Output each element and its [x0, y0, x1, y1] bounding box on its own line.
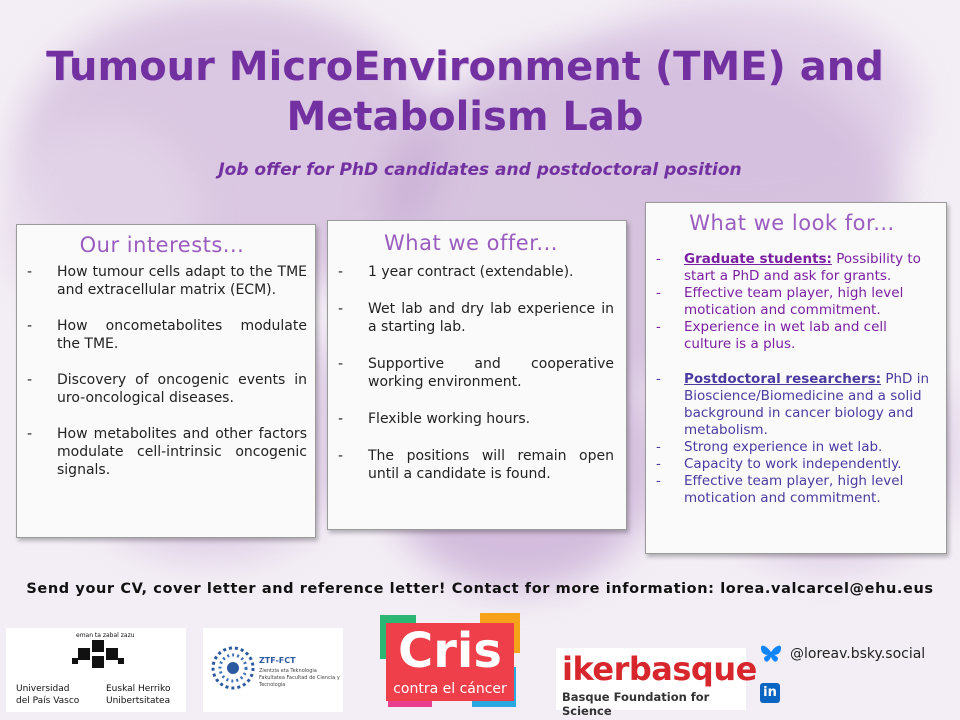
ztf-fct-logo	[203, 628, 343, 712]
page-title	[40, 42, 890, 142]
ikerbasque-logo	[556, 648, 757, 718]
ehu-name-es-2: del País Vasco	[16, 696, 80, 706]
list-item: - Effective team player, high level motication and commitment.	[656, 285, 904, 318]
list-item: - How oncometabolites modulate the TME.	[27, 318, 307, 352]
look-for-heading: What we look for...	[689, 211, 895, 235]
bluesky-handle: @loreav.bsky.social	[790, 646, 926, 662]
ikerbasque-name: ikerbasque	[562, 650, 757, 688]
contact-line: Send your CV, cover letter and reference letter! Contact for more information: lorea.valcarcel@ehu.eus	[26, 581, 934, 597]
list-item-postdoc: - Postdoctoral researchers: PhD in Bioscience/Biomedicine and a solid background in cancer biology and metabolism.	[656, 371, 930, 438]
offer-box	[327, 220, 627, 530]
list-item-graduate: - Graduate students: Possibility to start a PhD and ask for grants.	[656, 251, 921, 284]
list-item: - Wet lab and dry lab experience in a starting lab.	[338, 301, 614, 335]
list-item: - 1 year contract (extendable).	[338, 264, 574, 280]
ikerbasque-subtitle: Basque Foundation for Science	[562, 690, 710, 718]
ehu-logo	[6, 628, 186, 712]
list-item: - Strong experience in wet lab.	[656, 439, 883, 455]
cris-contra-el-cancer-logo	[380, 613, 520, 708]
ehu-tree-icon	[72, 636, 124, 670]
bluesky-butterfly-icon	[760, 644, 782, 664]
interests-heading: Our interests...	[79, 233, 245, 257]
page-subtitle: Job offer for PhD candidates and postdoctoral position	[218, 160, 742, 180]
ehu-motto: eman ta zabal zazu	[76, 632, 135, 639]
ztf-name: ZTF-FCT	[259, 656, 296, 665]
look-for-list	[646, 251, 938, 353]
ehu-name-eu-2: Unibertsitatea	[106, 696, 171, 706]
linkedin-icon[interactable]: in	[760, 683, 780, 703]
offer-heading: What we offer...	[384, 231, 558, 255]
bluesky-link[interactable]	[760, 643, 925, 665]
cris-subtitle: contra el cáncer	[393, 681, 507, 697]
list-item: - Supportive and cooperative working environment.	[338, 356, 614, 390]
ehu-name-eu-1: Euskal Herriko	[106, 684, 171, 694]
cris-name: Cris	[398, 623, 502, 679]
social-links	[760, 643, 925, 703]
look-for-list-postdoc	[646, 371, 938, 507]
ehu-name-es-1: Universidad	[16, 684, 70, 694]
ztf-dots-icon	[211, 646, 255, 690]
ztf-subtitle: Zientzia eta Teknologia Fakultatea Facultad de Ciencia y Tecnología	[259, 668, 340, 688]
interests-list	[17, 263, 307, 479]
title-line-2: Metabolism Lab	[286, 94, 644, 140]
list-item: - Experience in wet lab and cell culture is a plus.	[656, 319, 887, 352]
look-for-box	[645, 202, 947, 554]
list-item: - Discovery of oncogenic events in uro-oncological diseases.	[27, 372, 307, 406]
list-item: - How tumour cells adapt to the TME and extracellular matrix (ECM).	[27, 264, 307, 298]
list-item: - The positions will remain open until a candidate is found.	[338, 448, 614, 482]
offer-list	[328, 263, 614, 483]
list-item: - Capacity to work independently.	[656, 456, 902, 472]
list-item: - Flexible working hours.	[338, 411, 531, 427]
title-line-1: Tumour MicroEnvironment (TME) and	[46, 44, 884, 90]
list-item: - How metabolites and other factors modulate cell-intrinsic oncogenic signals.	[27, 426, 307, 478]
list-item: - Effective team player, high level motication and commitment.	[656, 473, 904, 506]
interests-box	[16, 224, 316, 538]
